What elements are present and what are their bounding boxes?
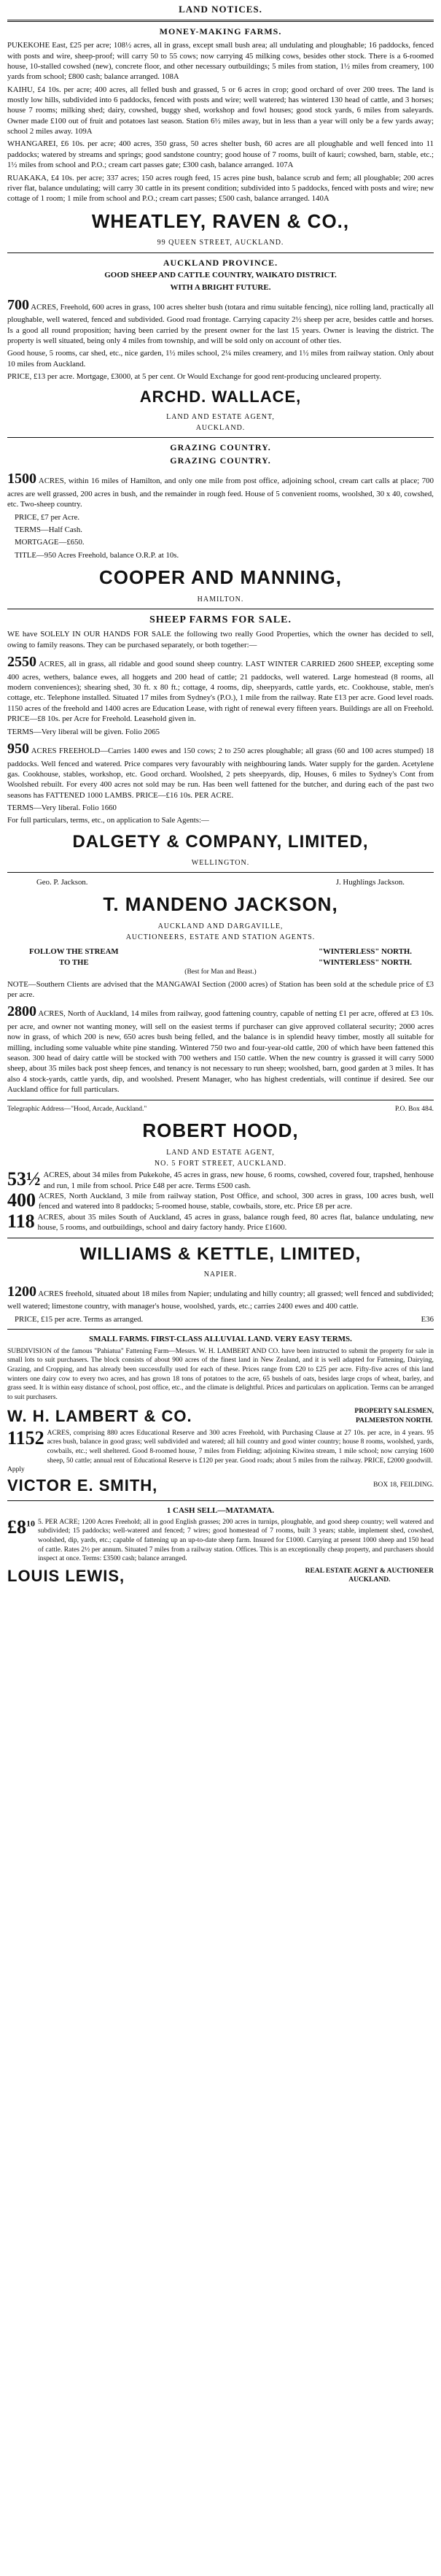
mortgage-line: MORTGAGE—£650.: [15, 538, 85, 547]
agent-name: ARCHD. WALLACE,: [139, 387, 302, 406]
agent-name: WHEATLEY, RAVEN & CO.,: [91, 209, 350, 232]
divider: [7, 1500, 434, 1501]
agent-name: LOUIS LEWIS,: [7, 1566, 125, 1585]
po-box: P.O. Box 484.: [394, 1105, 434, 1113]
follow-row: [7, 944, 434, 968]
agent-role-line: PROPERTY SALESMEN,: [354, 1408, 434, 1416]
section-subheading: GOOD SHEEP AND CATTLE COUNTRY, WAIKATO DISTRICT.: [104, 271, 337, 280]
section-heading: MONEY-MAKING FARMS.: [159, 26, 282, 37]
acreage-lead: 2800: [7, 1003, 36, 1020]
follow-text: TO THE: [58, 957, 89, 967]
ad-paragraph: SUBDIVISION of the famous "Pahiatua" Fattening Farm—Messrs. W. H. LAMBERT AND CO. have been instructed to submit the property for sale in small lots to suit purchasers. The block consists of about 900 acres of the finest land in New Zealand, and it is well adapted for Fattening, Dairying, Grazing, and Cropping, and has already been successfully used for each of these. Prices range from £20 to £25 per acre. Fifty-five acres of this land winters one dairy cow to every two acres, and has grown 18 tons of potatoes to the acre, 65 bushels of oats, besides large crops of wheat, barley, and grass seed. It is within easy distance of school, post office, etc., and the climate is delightful. Prices and particulars on application. Terms can be arranged to suit purchasers.: [7, 1347, 434, 1401]
agent-address: 99 QUEEN STREET, AUCKLAND.: [157, 239, 284, 247]
follow-text: "WINTERLESS" NORTH.: [318, 957, 412, 967]
divider: [7, 437, 434, 438]
ad-paragraph: WHANGAREI, £6 10s. per acre; 400 acres, 350 grass, 50 acres shelter bush, 60 acres are all ploughable and well fenced into 11 paddocks; watered by streams and springs; good sandstone country; good house of 7 rooms, built of kauri; cowshed, barn, stable, etc.; 1½ miles from school and P.O.; cream cart passes gate; £300 cash, balance arranged. 107A: [7, 139, 434, 170]
section-heading: SHEEP FARMS FOR SALE.: [149, 614, 292, 625]
ad-paragraph: PUKEKOHE East, £25 per acre; 108½ acres, all in grass, except small bush area; all undulating and ploughable; 16 paddocks, fenced with posts and wire, sheep-proof; will carry 50 to 55 cows; now carrying 45 milking cows, besides other stock. There is a 6-roomed house, 10-stalled cowshed (new), concrete floor, and other necessary outbuildings; 5 miles from station, 1½ miles from creamery, 100 yards from school; £800 cash; balance arranged. 108A: [7, 41, 434, 82]
acreage-lead: 400: [7, 1189, 36, 1211]
listing-row: [7, 1518, 434, 1564]
ad-text: ACRES, North Auckland, 3 mile from railway station, Post Office, and school, 300 acres in grass, 100 acres bush, well fenced and watered into 8 paddocks; 5-roomed house, stable, cowbails, store, etc. Price £8 per acre.: [39, 1192, 434, 1211]
agent-name: VICTOR E. SMITH,: [7, 1476, 158, 1495]
ad-text: ACRES, within 16 miles of Hamilton, and only one mile from post office, adjoining school, cream cart calls at place; 700 acres are well grassed, 200 acres in bush, and the remainder in rough feed. House of 5 convenient rooms, woolshed, 30 x 40, cowshed, etc. Two-sheep country.: [7, 477, 434, 509]
agent-role-line: REAL ESTATE AGENT & AUCTIONEER: [305, 1567, 434, 1575]
divider: [7, 252, 434, 253]
agent-role: [305, 1567, 434, 1585]
terms-line: TERMS—Very liberal. Folio 1660: [7, 803, 117, 812]
agent-name: DALGETY & COMPANY, LIMITED,: [72, 831, 369, 852]
agent-role: LAND AND ESTATE AGENT,: [166, 1148, 275, 1157]
ad-text: ACRES, about 34 miles from Pukekohe, 45 acres in grass, new house, 6 rooms, cowshed, covered four, trapshed, henhouse and run, 1 mile from school. Price £48 per acre. Terms £500 cash.: [43, 1171, 434, 1190]
ad-paragraph: [7, 296, 434, 347]
listing-row: [7, 1212, 434, 1233]
agent-address: NO. 5 FORT STREET, AUCKLAND.: [154, 1160, 287, 1168]
price-line: PRICE, £7 per Acre.: [15, 512, 80, 522]
firm-row: [7, 1404, 434, 1428]
follow-text: FOLLOW THE STREAM: [29, 947, 119, 957]
contact-row: [7, 1105, 434, 1114]
terms-line: TERMS—Half Cash.: [15, 525, 82, 534]
divider: [7, 872, 434, 873]
partner-name: J. Hughlings Jackson.: [335, 877, 405, 887]
agent-name: WILLIAMS & KETTLE, LIMITED,: [79, 1243, 362, 1264]
listing-row: [7, 1429, 434, 1466]
acreage-lead: 2550: [7, 654, 36, 671]
agent-name: W. H. LAMBERT & CO.: [7, 1407, 192, 1426]
acreage-lead: 1500: [7, 471, 36, 487]
follow-right: [319, 946, 412, 968]
ad-paragraph: [7, 739, 434, 801]
agent-address: BOX 18, FEILDING.: [373, 1481, 434, 1489]
partner-name: Geo. P. Jackson.: [36, 877, 88, 887]
follow-text: "WINTERLESS" NORTH.: [318, 947, 412, 957]
section-heading: GRAZING COUNTRY.: [170, 455, 271, 466]
ad-text: ACRES, North of Auckland, 14 miles from railway, good fattening country, capable of netting £1 per acre, offered at £3 10s. per acre, and owner not wanting money, will sell on the easiest terms if purchaser can give approved collateral security; 2000 acres now in grass, of which 200 is new, 650 acres bush being felled, and the balance is in splendid heavy timber, mostly all suitable for milling, including some valuable white pine standing. Wintered 750 two and four-year-old cattle, 200 of which have been fattened this season. 300 head of dairy cattle will be stocked with 700 wethers and 150 cattle. When the new country is grassed it will carry 5000 sheep, about 35 miles back post sheep fences, and tenancy is not necessary to run sheep; woolshed, barn, good garden at 3 miles. It has also 4 stock-yards, cattle yards, dip, and woolshed. Present Manager, who has highest credentials, will continue if desired. See our Auckland office for full particulars.: [7, 1009, 434, 1095]
land-notices-page: [7, 0, 434, 1588]
title-line: TITLE—950 Acres Freehold, balance O.R.P. at 10s.: [15, 550, 179, 560]
agent-name: ROBERT HOOD,: [142, 1119, 299, 1142]
agent-address: NAPIER.: [203, 1270, 238, 1279]
ad-intro: WE have SOLELY IN OUR HANDS FOR SALE the following two really Good Properties, which the owner has decided to sell, owing to family reasons. They can be purchased separately, or both together:—: [7, 630, 434, 649]
notice-line: NOTE—Southern Clients are advised that the MANGAWAI Section (2000 acres) of Station has been sold at the schedule price of £3 per acre.: [7, 979, 434, 1000]
price-lead: [7, 1518, 35, 1537]
listing-row: [7, 1170, 434, 1191]
price-line: PRICE, £15 per acre. Terms as arranged.: [15, 1314, 144, 1324]
agent-address: PALMERSTON NORTH.: [356, 1417, 433, 1425]
ad-text: ACRES FREEHOLD—Carries 1400 ewes and 150 cows; 2 to 250 acres ploughable; all grass (60 and 100 acres stumped) 18 paddocks. Well fenced and watered. Price compares very favourably with neighbouring lands. Water supply for the garden. Acetylene gas. Cookhouse, stables, workshop, etc. Good orchard. Woolshed, 2 pets sheepyards, dip, Houses, 6 miles to Sydney's Cont from Woolshed rebuilt. For every 400 acres not sold may be run. Has been well fattened for the butcher, and during each of the past two seasons has FATTENED 1000 LAMBS. PRICE—£16 10s. PER ACRE.: [7, 746, 434, 800]
agent-role: AUCTIONEERS, ESTATE AND STATION AGENTS.: [125, 933, 316, 942]
divider: [7, 20, 434, 22]
divider: [7, 1329, 434, 1330]
terms-line: TERMS—Very liberal will be given. Folio 2065: [7, 727, 160, 736]
price-line: PRICE, £13 per acre. Mortgage, £3000, at 5 per cent. Or Would Exchange for good rent-producing uncleared property.: [7, 372, 382, 382]
ad-text: ACRES, Freehold, 600 acres in grass, 100 acres shelter bush (totara and rimu suitable fencing), nice rolling land, practically all ploughable, well watered, fenced and subdivided. Good road frontage. Carrying capacity 2½ sheep per acre, besides cattle and horses. Is a good all round proposition; having been carried by the present owner for the last 15 years. Owner is leaving the district. The property is well situated, being only 4 miles from township, and will be sold only on account of other ties.: [7, 302, 434, 346]
section-heading: GRAZING COUNTRY.: [170, 442, 271, 453]
firm-row: [7, 1564, 434, 1588]
acreage-lead: 700: [7, 296, 29, 313]
ad-paragraph: [7, 469, 434, 509]
ad-paragraph: KAIHU, £4 10s. per acre; 400 acres, all felled bush and grassed, 5 or 6 acres in crop; good orchard of over 200 trees. The land is mostly low hills, subdivided into 6 paddocks, fenced with posts and wire; well watered; has wintered 130 head of cattle, and 3 horses; house 7 rooms; milking shed; dairy, cowshed, buggy shed, workshop and fowl houses; good stock yards, 6 miles from saleyards. Owner made £100 out of fruit and potatoes last season. Station 6½ miles away, but in less than a year will only be a few yards away; school 2 miles away. 109A: [7, 85, 434, 136]
agent-address: WELLINGTON.: [191, 858, 250, 867]
reference: E36: [421, 1314, 434, 1324]
page-title: LAND NOTICES.: [179, 4, 262, 15]
agent-address: HAMILTON.: [197, 595, 244, 603]
ad-text: 5. PER ACRE; 1200 Acres Freehold; all in good English grasses; 200 acres in turnips, ploughable, and good sheep country; well watered and subdivided; 15 paddocks; well-watered and fenced; 7 wires; good homestead of 7 rooms, built 3 years; stable, implement shed, cowshed, woolshed, dip, yards, etc.; capable of fattening up an up-to-date sheep farm. Insured for £1000. Carrying at present 1000 sheep and 150 head of cattle. Rates 2½ per annum. Situated 7 miles from a railway station. Offices. This is an exceptionally cheap property, and purchasers should inspect at once. Terms: £3500 cash; balance arranged.: [38, 1518, 434, 1563]
section-heading: SMALL FARMS. FIRST-CLASS ALLUVIAL LAND. VERY EASY TERMS.: [89, 1335, 352, 1344]
acreage-lead: 118: [7, 1210, 35, 1232]
agent-role: [354, 1407, 434, 1425]
ad-paragraph: [7, 1002, 434, 1095]
follow-note: (Best for Man and Beast.): [184, 968, 257, 976]
telegraphic-address: Telegraphic Address—"Hood, Arcade, Auckland.": [7, 1105, 147, 1113]
agent-name: T. MANDENO JACKSON,: [103, 893, 338, 916]
ad-paragraph: Good house, 5 rooms, car shed, etc., nice garden, 1½ miles school, 2¼ miles creamery, and 1½ miles from railway station. Only about 10 miles from Auckland.: [7, 349, 434, 369]
agent-address: AUCKLAND.: [195, 424, 246, 432]
acreage-lead: 53½: [7, 1168, 41, 1190]
price-lead-main: £8: [7, 1516, 26, 1538]
acreage-lead: 1152: [7, 1427, 44, 1449]
agent-address: AUCKLAND.: [348, 1576, 391, 1584]
price-row: [7, 1314, 434, 1324]
firm-row: [7, 1475, 434, 1496]
price-lead-sup: 10: [26, 1518, 35, 1528]
acreage-lead: 950: [7, 740, 29, 757]
ad-paragraph: [7, 1282, 434, 1312]
agent-name: COOPER AND MANNING,: [99, 566, 342, 588]
ad-paragraph: RUAKAKA, £4 10s. per acre; 337 acres; 150 acres rough feed, 15 acres pine bush, balance scrub and fern; all ploughable; 200 acres river flat, balance undulating; will carry 30 cattle in its present condition; subdivided into 5 paddocks, fenced with posts and wire; new cottage of 1 room; 1 mile from school and P.O.; cream cart passes; £500 cash, balance arranged. 140A: [7, 173, 434, 204]
follow-left: [29, 946, 119, 968]
ad-text: ACRES freehold, situated about 18 miles from Napier; undulating and hilly country; all grassed; well fenced and subdivided; well watered; limestone country, with manager's house, woolshed, yards, etc.; carries 2400 ewes and 400 cattle.: [7, 1289, 434, 1311]
section-heading: AUCKLAND PROVINCE.: [163, 257, 278, 268]
section-heading: 1 CASH SELL—MATAMATA.: [166, 1506, 275, 1516]
listing-row: [7, 1191, 434, 1212]
ad-text: ACRES, comprising 880 acres Educational Reserve and 300 acres Freehold, with Purchasing Clause at 27 10s. per acre, in 4 years. 95 acres bush, balance in good grass; well subdivided and watered; all hill country and good winter country; house 8 rooms, woolshed, yards, cowbails, etc.; well sheltered. Good 8-roomed house, 7 miles from Fielding; adjoining Kiwitea stream, 1 mile school; now carrying 1600 sheep, 50 cattle; annual rent of Educational Reserve is £120 per year. Good roads; about 5 miles from the railway. PRICE, £2000 goodwill.: [47, 1429, 434, 1465]
ad-paragraph: [7, 652, 434, 724]
partners-row: [7, 877, 434, 887]
note-line: For full particulars, terms, etc., on application to Sale Agents:—: [7, 816, 209, 825]
ad-text: ACRES, all in grass, all ridable and good sound sheep country. LAST WINTER CARRIED 2600 SHEEP, excepting some 400 acres, wethers, balance ewes, all hoggets and 200 head of cattle; 21 paddocks, well watered. Large homestead (8 rooms, all modern conveniences); shearing shed, 30 ft. x 80 ft.; cottage, 4 rooms, dip, sheepyards, cattle yards, etc. Cookhouse, stable, men's cottage, etc. Telephone installed. Situated 17 miles from Sydney's (P.O.), 1 mile from the railway. Rate £13 per acre. Good level roads. 1150 acres of the freehold and 1400 acres are Education Lease, with right of renewal every fifteen years. Buildings are all on Freehold. PRICE—£8 10s. per Acre for Freehold. Leasehold given in.: [7, 660, 434, 724]
acreage-lead: 1200: [7, 1283, 36, 1300]
ad-text: ACRES, about 35 miles South of Auckland, 45 acres in grass, balance rough feed, 80 acres flat, balance undulating, new house, 5 rooms, and outbuildings, school and dairy factory handy. Price £1600.: [37, 1212, 434, 1233]
agent-role: LAND AND ESTATE AGENT,: [166, 412, 275, 421]
apply-line: Apply: [7, 1466, 25, 1474]
section-subheading: WITH A BRIGHT FUTURE.: [170, 283, 271, 293]
agent-address: AUCKLAND AND DARGAVILLE,: [157, 922, 284, 930]
